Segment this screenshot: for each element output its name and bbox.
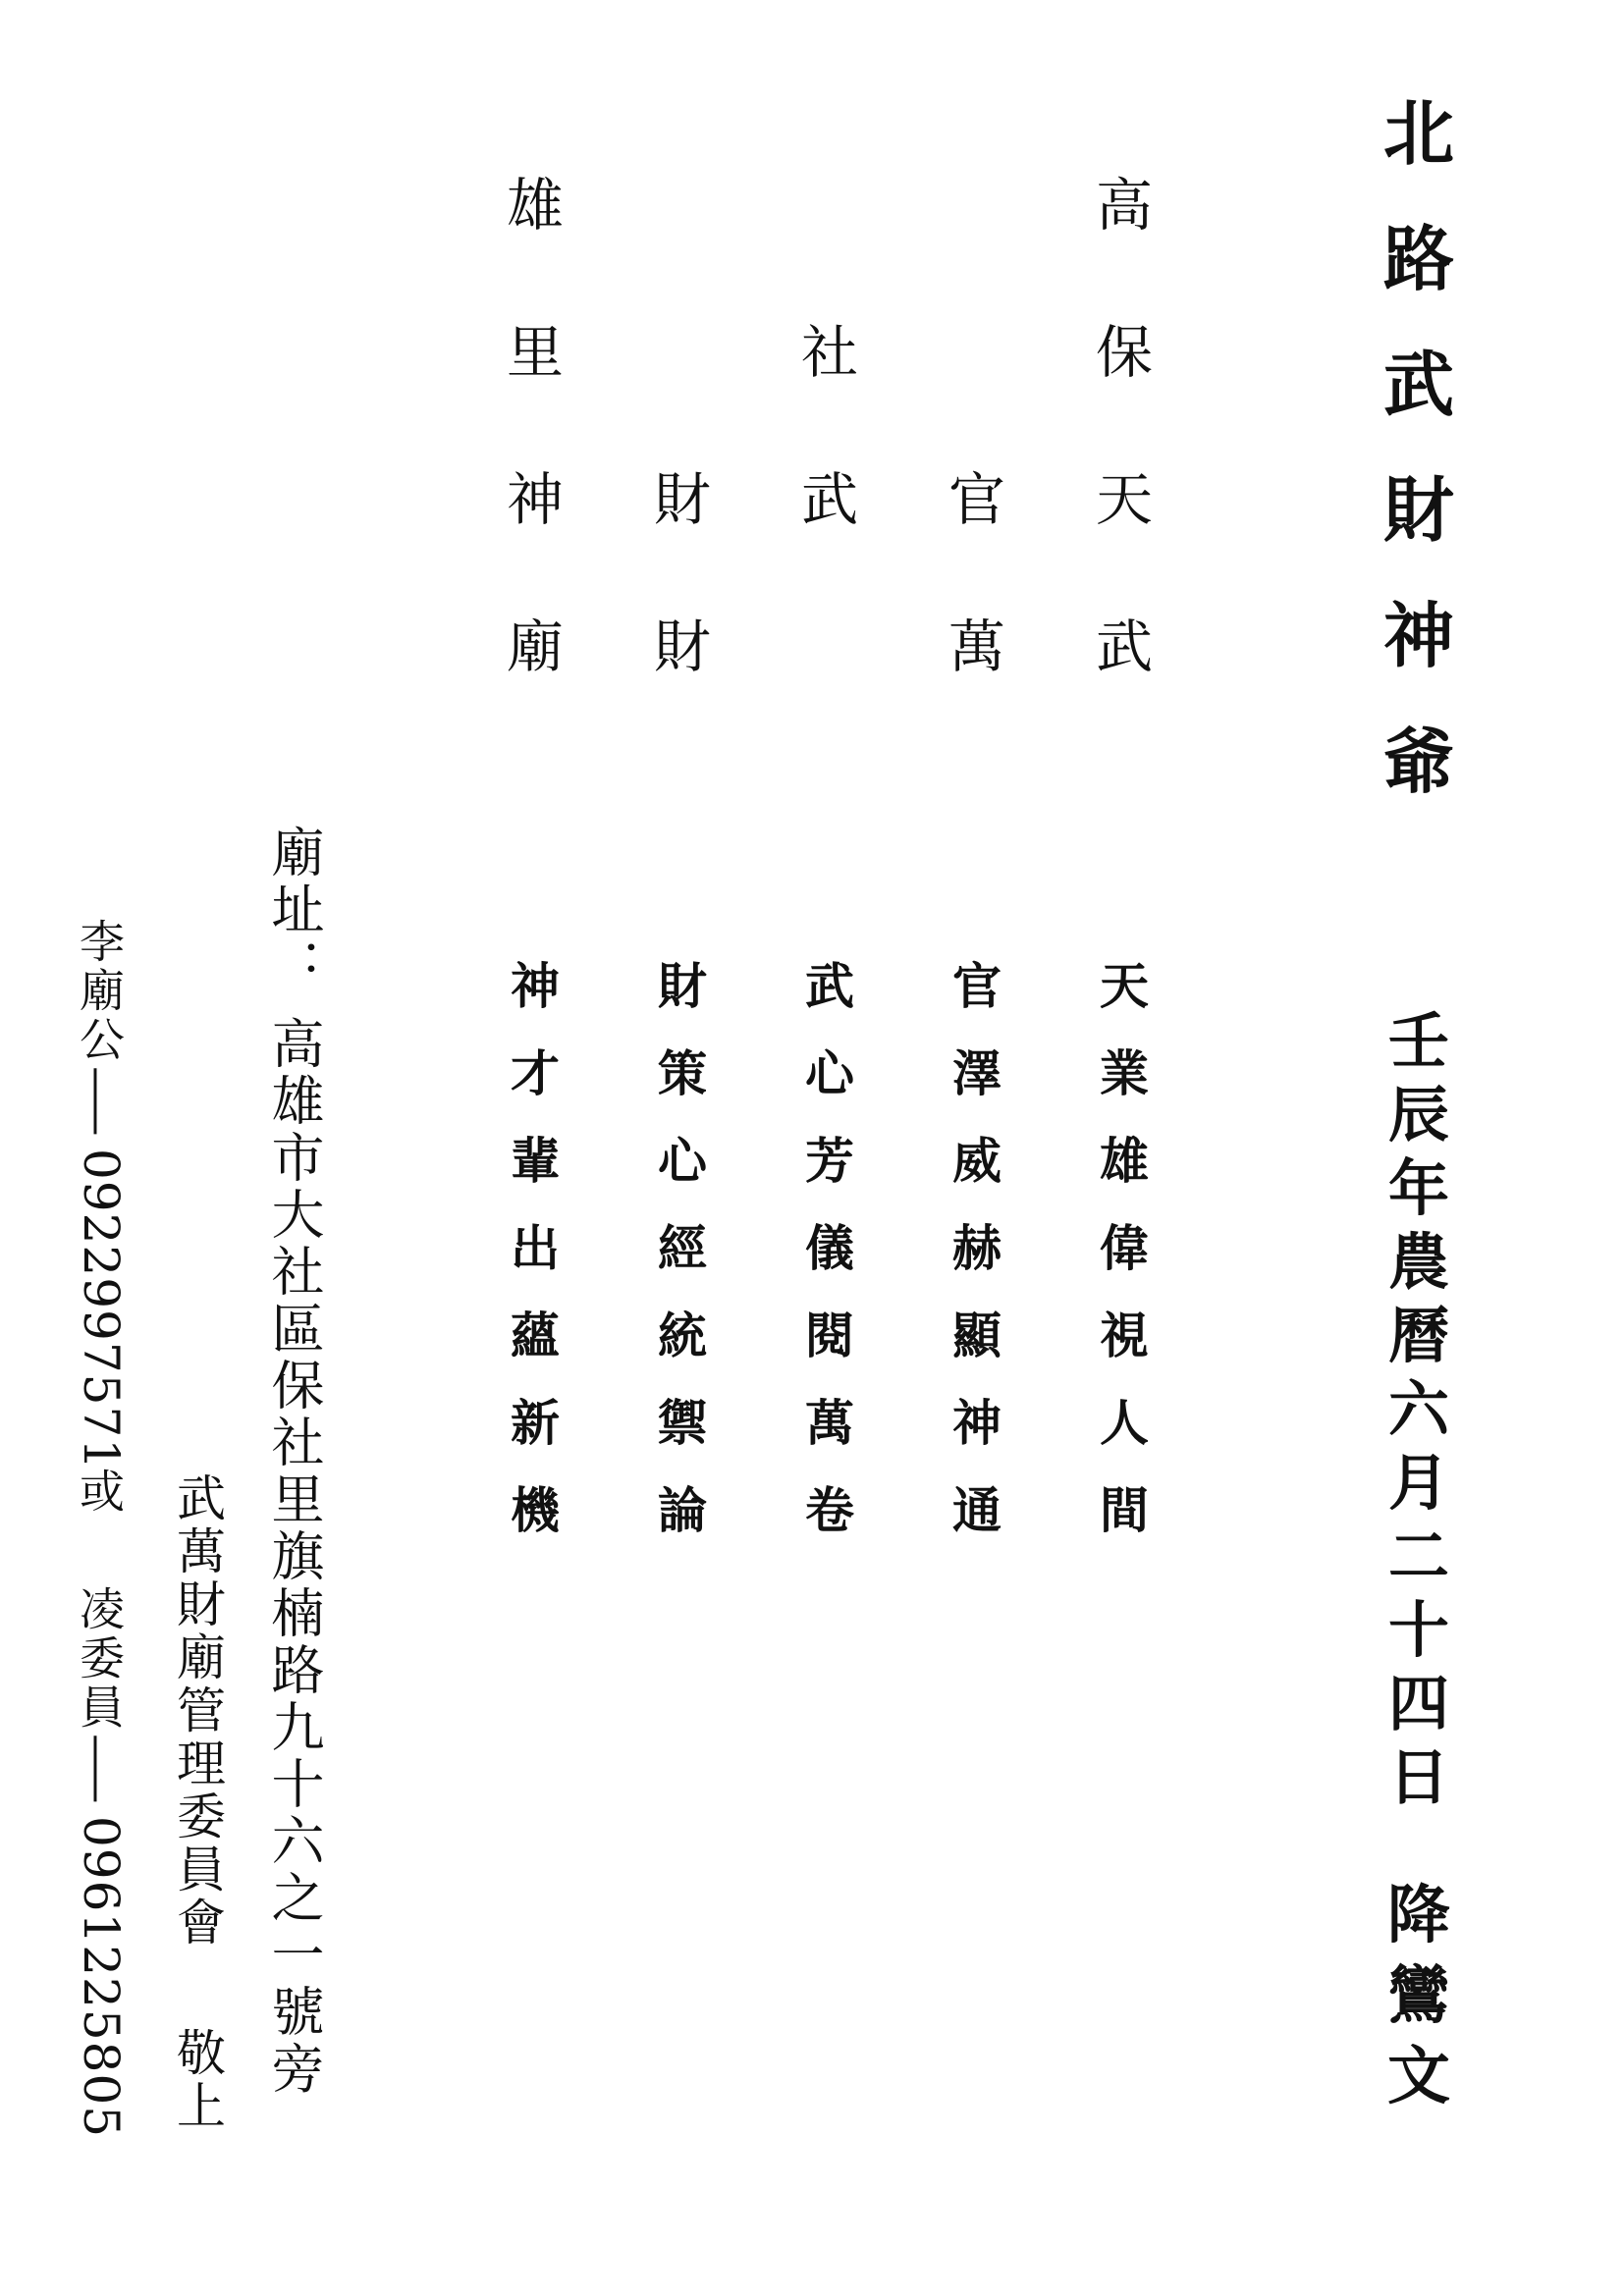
character: 降: [1387, 1879, 1450, 1952]
committee-name: 武萬財廟管理委員會: [169, 1472, 226, 1949]
character: 四: [1387, 1668, 1449, 1739]
committee-closing: 敬上: [169, 2027, 226, 2133]
character: 財: [653, 614, 711, 680]
character: 財: [653, 466, 711, 533]
address-label: 廟址：: [263, 825, 325, 995]
character: 萬: [947, 614, 1005, 680]
contact1-name: 李廟公: [73, 918, 126, 1065]
character: 官: [952, 957, 1001, 1015]
character: 人: [1100, 1394, 1149, 1452]
character: 保: [1095, 319, 1153, 386]
character: 鸞: [1387, 1959, 1450, 2033]
contact2-dash: —: [73, 1733, 126, 1805]
date-column: [1370, 1005, 1468, 1836]
address-text: 高雄市大社區保社里旗楠路九十六之一號旁: [263, 1016, 325, 2098]
title-column: [1370, 91, 1468, 942]
character: 日: [1387, 1741, 1449, 1813]
character: 閱: [805, 1307, 854, 1364]
contact1-phone: 0922997571: [73, 1148, 130, 1471]
character: 機: [511, 1481, 560, 1539]
contact2-name: 凌委員: [73, 1585, 126, 1733]
committee-column: [157, 1472, 236, 2179]
character: 官: [947, 466, 1005, 533]
upper-column-1: [1080, 172, 1168, 864]
character: 經: [658, 1219, 707, 1277]
character: 壬: [1387, 1005, 1449, 1077]
upper-column-5: [491, 172, 579, 864]
character: 神: [506, 466, 564, 533]
character: 禦: [658, 1394, 707, 1452]
character: 間: [1100, 1481, 1149, 1539]
character: 澤: [952, 1044, 1001, 1102]
upper-column-3: [785, 177, 874, 864]
verse-column-5: [491, 957, 579, 1580]
character: 視: [1100, 1307, 1149, 1364]
character: 武: [805, 957, 854, 1015]
character: 雄: [1100, 1132, 1149, 1190]
character: 策: [658, 1044, 707, 1102]
contact1-dash: —: [73, 1065, 126, 1138]
character: 財: [1382, 468, 1454, 552]
character: 新: [511, 1394, 560, 1452]
address-column: [255, 825, 334, 2160]
character: 威: [952, 1132, 1001, 1190]
character: 神: [511, 957, 560, 1015]
character: 北: [1382, 91, 1454, 175]
character: 心: [658, 1132, 707, 1190]
contacts-column: [59, 918, 137, 2139]
character: 偉: [1100, 1219, 1149, 1277]
character: 武: [1382, 343, 1454, 426]
character: 武: [1095, 614, 1153, 680]
character: 顯: [952, 1307, 1001, 1364]
character: 天: [1100, 957, 1149, 1015]
character: 赫: [952, 1219, 1001, 1277]
character: 十: [1387, 1594, 1449, 1666]
verse-column-3: [785, 957, 874, 1580]
character: 路: [1382, 217, 1454, 300]
character: 農: [1387, 1226, 1449, 1298]
character: 社: [800, 319, 858, 386]
character: 統: [658, 1307, 707, 1364]
character: 財: [658, 957, 707, 1015]
character: 雄: [506, 172, 564, 239]
character: 武: [800, 466, 858, 533]
character: 爺: [1382, 720, 1454, 803]
character: 六: [1387, 1373, 1449, 1445]
character: 月: [1387, 1447, 1449, 1519]
character: 芳: [805, 1132, 854, 1190]
character: 辰: [1387, 1079, 1449, 1150]
character: 神: [1382, 594, 1454, 677]
character: 業: [1100, 1044, 1149, 1102]
or-text: 或: [73, 1468, 126, 1513]
verse-column-2: [933, 957, 1021, 1580]
character: 才: [511, 1044, 560, 1102]
upper-column-4: [638, 177, 727, 864]
character: 論: [658, 1481, 707, 1539]
character: 神: [952, 1394, 1001, 1452]
verse-column-1: [1080, 957, 1168, 1580]
character: 儀: [805, 1219, 854, 1277]
character: 出: [511, 1219, 560, 1277]
contact2-phone: 0961225805: [73, 1816, 130, 2139]
character: 高: [1095, 172, 1153, 239]
character: 年: [1387, 1152, 1449, 1224]
character: 里: [506, 319, 564, 386]
character: 二: [1387, 1521, 1449, 1592]
character: 文: [1387, 2040, 1450, 2113]
character: 蘊: [511, 1307, 560, 1364]
character: 通: [952, 1481, 1001, 1539]
descent-label-column: [1370, 1879, 1468, 2140]
character: 輩: [511, 1132, 560, 1190]
verse-column-4: [638, 957, 727, 1580]
character: 天: [1095, 466, 1153, 533]
character: 萬: [805, 1394, 854, 1452]
character: 心: [805, 1044, 854, 1102]
character: 廟: [506, 614, 564, 680]
character: 卷: [805, 1481, 854, 1539]
character: 曆: [1387, 1300, 1449, 1371]
upper-column-2: [933, 177, 1021, 864]
